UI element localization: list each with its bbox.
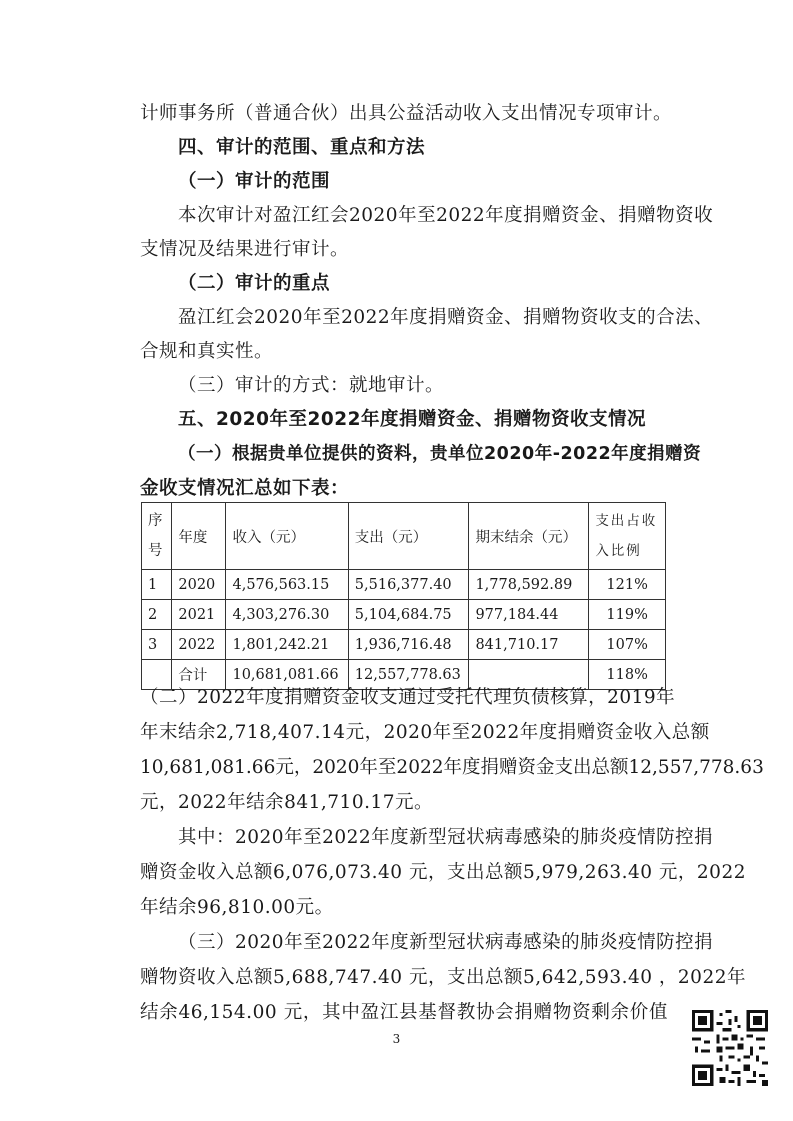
subsection-heading: （一）审计的范围 [178, 171, 331, 192]
header-seq: 序 号 [142, 503, 172, 570]
subsection-heading-cont: 金收支情况汇总如下表： [140, 478, 350, 499]
paragraph-line: （二）2022年度捐赠资金收支通过受托代理负债核算，2019年 [140, 687, 676, 708]
table-total-row [142, 660, 666, 690]
table-row [142, 600, 666, 630]
subsection-heading: （二）审计的重点 [178, 273, 331, 294]
cell-income: 4,303,276.30 [226, 600, 348, 630]
section-heading: 五、2020年至2022年度捐赠资金、捐赠物资收支情况 [178, 409, 646, 430]
header-ratio: 支出占收 入比例 [589, 503, 666, 570]
paragraph-line: 合规和真实性。 [140, 341, 274, 362]
cell-expense: 5,516,377.40 [348, 570, 469, 600]
table-row [142, 630, 666, 660]
cell-ratio: 121% [589, 570, 666, 600]
header-expense: 支出（元） [348, 503, 469, 570]
cell-year: 2020 [172, 570, 226, 600]
cell-ratio: 119% [589, 600, 666, 630]
cell-income: 1,801,242.21 [226, 630, 348, 660]
cell-balance: 1,778,592.89 [469, 570, 589, 600]
paragraph-line: 盈江红会2020年至2022年度捐赠资金、捐赠物资收支的合法、 [178, 307, 714, 328]
cell-expense: 5,104,684.75 [348, 600, 469, 630]
summary-table [141, 502, 666, 690]
cell-balance: 841,710.17 [469, 630, 589, 660]
table-row [142, 570, 666, 600]
header-year: 年度 [172, 503, 226, 570]
cell-ratio: 107% [589, 630, 666, 660]
cell-seq [142, 660, 172, 690]
paragraph-line: 其中：2020年至2022年度新型冠状病毒感染的肺炎疫情防控捐 [178, 827, 714, 848]
page-number: 3 [392, 1032, 401, 1046]
paragraph-line: 年末结余2,718,407.14元，2020年至2022年度捐赠资金收入总额 [140, 722, 710, 743]
header-balance: 期末结余（元） [469, 503, 589, 570]
paragraph-line: 赠资金收入总额6,076,073.40 元，支出总额5,979,263.40 元，2022 [140, 862, 746, 883]
cell-year: 合计 [172, 660, 226, 690]
cell-balance: 977,184.44 [469, 600, 589, 630]
cell-balance [469, 660, 589, 690]
cell-seq: 2 [142, 600, 172, 630]
header-income: 收入（元） [226, 503, 348, 570]
paragraph-line: 计师事务所（普通合伙）出具公益活动收入支出情况专项审计。 [140, 103, 673, 124]
paragraph-line: 元，2022年结余841,710.17元。 [140, 792, 434, 813]
cell-income: 10,681,081.66 [226, 660, 348, 690]
paragraph-line: 赠物资收入总额5,688,747.40 元，支出总额5,642,593.40 ，2022年 [140, 967, 746, 988]
cell-ratio: 118% [589, 660, 666, 690]
paragraph-line: （三）2020年至2022年度新型冠状病毒感染的肺炎疫情防控捐 [178, 932, 714, 953]
paragraph-line: 结余46,154.00 元，其中盈江县基督教协会捐赠物资剩余价值 [140, 1002, 668, 1023]
cell-income: 4,576,563.15 [226, 570, 348, 600]
qr-code-icon [692, 1010, 768, 1086]
cell-year: 2022 [172, 630, 226, 660]
cell-seq: 1 [142, 570, 172, 600]
cell-year: 2021 [172, 600, 226, 630]
paragraph-line: 支情况及结果进行审计。 [140, 239, 350, 260]
section-heading: 四、审计的范围、重点和方法 [178, 137, 426, 158]
paragraph-line: 本次审计对盈江红会2020年至2022年度捐赠资金、捐赠物资收 [178, 205, 714, 226]
cell-expense: 1,936,716.48 [348, 630, 469, 660]
cell-seq: 3 [142, 630, 172, 660]
paragraph-line: 年结余96,810.00元。 [140, 897, 334, 918]
table-header-row [142, 503, 666, 570]
subsection-heading: （三）审计的方式：就地审计。 [178, 375, 445, 396]
subsection-heading: （一）根据贵单位提供的资料，贵单位2020年-2022年度捐赠资 [178, 444, 702, 464]
paragraph-line: 10,681,081.66元，2020年至2022年度捐赠资金支出总额12,557,778.63 [140, 757, 764, 778]
cell-expense: 12,557,778.63 [348, 660, 469, 690]
